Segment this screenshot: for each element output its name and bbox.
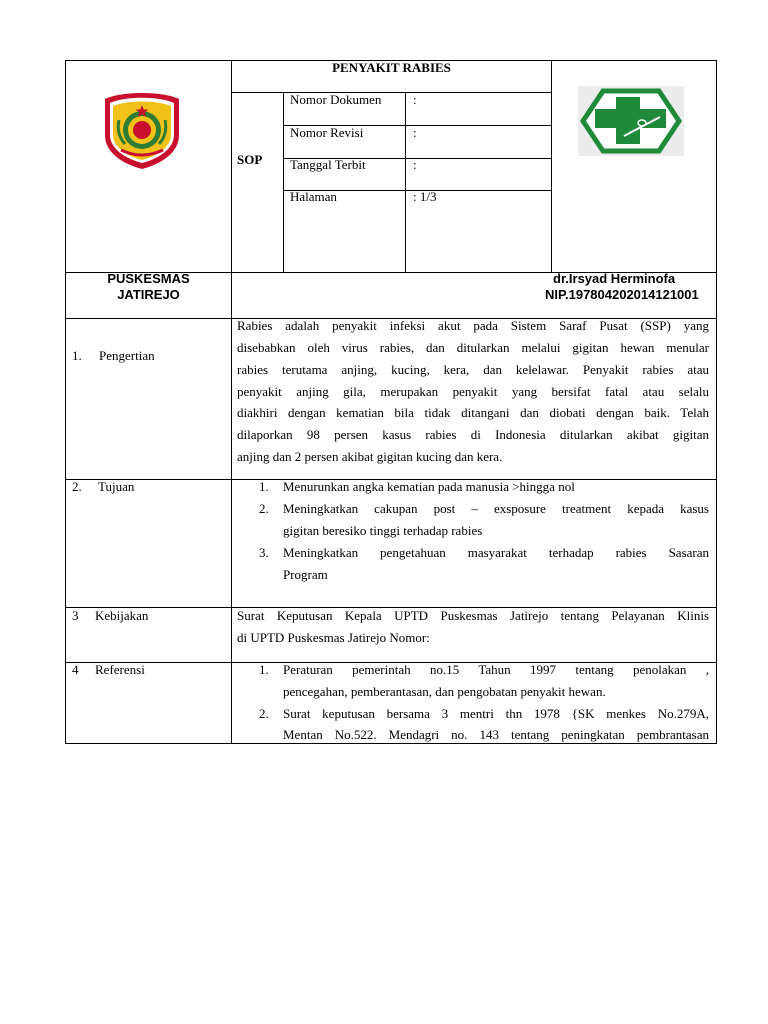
regency-emblem-svg <box>103 90 181 170</box>
section-3-label-cell <box>65 607 232 663</box>
field-value-cell-3 <box>405 158 552 191</box>
pengertian-line: disebabkan oleh virus rabies, dan ditularkan melalui gigitan hewan menular <box>237 340 709 355</box>
regency-emblem-icon <box>103 90 181 170</box>
section-1-number: 1. <box>72 348 82 363</box>
tujuan-item-line: Meningkatkan pengetahuan masyarakat terhadap rabies Sasaran <box>283 545 709 560</box>
section-4-number: 4 <box>72 662 79 677</box>
pengertian-line: dilaporkan 98 persen kasus rabies di Indonesia ditularkan akibat gigitan <box>237 427 709 442</box>
section-1-label-cell <box>65 318 232 480</box>
field-label-halaman: Halaman <box>290 189 337 204</box>
referensi-item-number: 2. <box>259 706 269 721</box>
referensi-item-line: pencegahan, pemberantasan, dan pengobatan penyakit hewan. <box>283 684 606 699</box>
field-value-nomor-dokumen: : <box>413 92 417 107</box>
emblem-red-core <box>133 121 151 139</box>
tujuan-item-number: 1. <box>259 479 269 494</box>
referensi-item-line: Mentan No.522. Mendagri no. 143 tentang peningkatan pembrantasan <box>283 727 709 742</box>
section-3-number: 3 <box>72 608 79 623</box>
section-2-label-cell <box>65 479 232 608</box>
referensi-item-number: 1. <box>259 662 269 677</box>
field-label-tanggal-terbit: Tanggal Terbit <box>290 157 366 172</box>
institution-name-line1: PUSKESMAS <box>107 271 190 286</box>
field-value-cell-2 <box>405 125 552 159</box>
pengertian-line: Rabies adalah penyakit infeksi akut pada Sistem Saraf Pusat (SSP) yang <box>237 318 709 333</box>
signatory-nip: NIP.197804202014121001 <box>545 287 699 302</box>
signatory-name: dr.Irsyad Herminofa <box>553 271 676 286</box>
tujuan-item-line: Menurunkan angka kematian pada manusia >hingga nol <box>283 479 575 494</box>
kebijakan-line: di UPTD Puskesmas Jatirejo Nomor: <box>237 630 430 645</box>
section-3-title: Kebijakan <box>95 608 149 623</box>
tujuan-item-number: 2. <box>259 501 269 516</box>
referensi-item-line: Surat keputusan bersama 3 mentri thn 1978 {SK menkes No.279A, <box>283 706 709 721</box>
pengertian-line: rabies terutama anjing, kucing, kera, dan kelelawar. Penyakit rabies atau <box>237 362 709 377</box>
section-2-number: 2. <box>72 479 82 494</box>
puskesmas-logo-icon <box>578 86 684 156</box>
puskesmas-logo-svg <box>578 86 684 156</box>
field-label-nomor-dokumen: Nomor Dokumen <box>290 92 382 107</box>
pengertian-line: anjing dan 2 persen akibat gigitan kucing dan kera. <box>237 449 503 464</box>
referensi-item-line: Peraturan pemerintah no.15 Tahun 1997 tentang penolakan , <box>283 662 709 677</box>
field-value-halaman: : 1/3 <box>413 189 437 204</box>
tujuan-item-line: Meningkatkan cakupan post – exsposure treatment kepada kasus <box>283 501 709 516</box>
section-4-title: Referensi <box>95 662 145 677</box>
document-title: PENYAKIT RABIES <box>332 60 451 75</box>
field-value-tanggal-terbit: : <box>413 157 417 172</box>
field-value-cell-1 <box>405 92 552 126</box>
kebijakan-line: Surat Keputusan Kepala UPTD Puskesmas Jatirejo tentang Pelayanan Klinis <box>237 608 709 623</box>
tujuan-item-line: gigitan beresiko tinggi terhadap rabies <box>283 523 483 538</box>
sop-label-cell <box>231 92 284 273</box>
tujuan-item-number: 3. <box>259 545 269 560</box>
section-1-title: Pengertian <box>99 348 155 363</box>
section-2-title: Tujuan <box>98 479 135 494</box>
pengertian-line: penyakit anjing gila, merupakan penyakit yang bersifat fatal atau selalu <box>237 384 709 399</box>
tujuan-item-line: Program <box>283 567 328 582</box>
pengertian-line: diakhiri dengan kematian bila tidak ditangani dan diobati dengan baik. Telah <box>237 405 709 420</box>
field-label-nomor-revisi: Nomor Revisi <box>290 125 364 140</box>
institution-name-line2: JATIREJO <box>117 287 180 302</box>
sop-label: SOP <box>237 152 263 167</box>
field-value-nomor-revisi: : <box>413 125 417 140</box>
section-4-label-cell <box>65 662 232 744</box>
